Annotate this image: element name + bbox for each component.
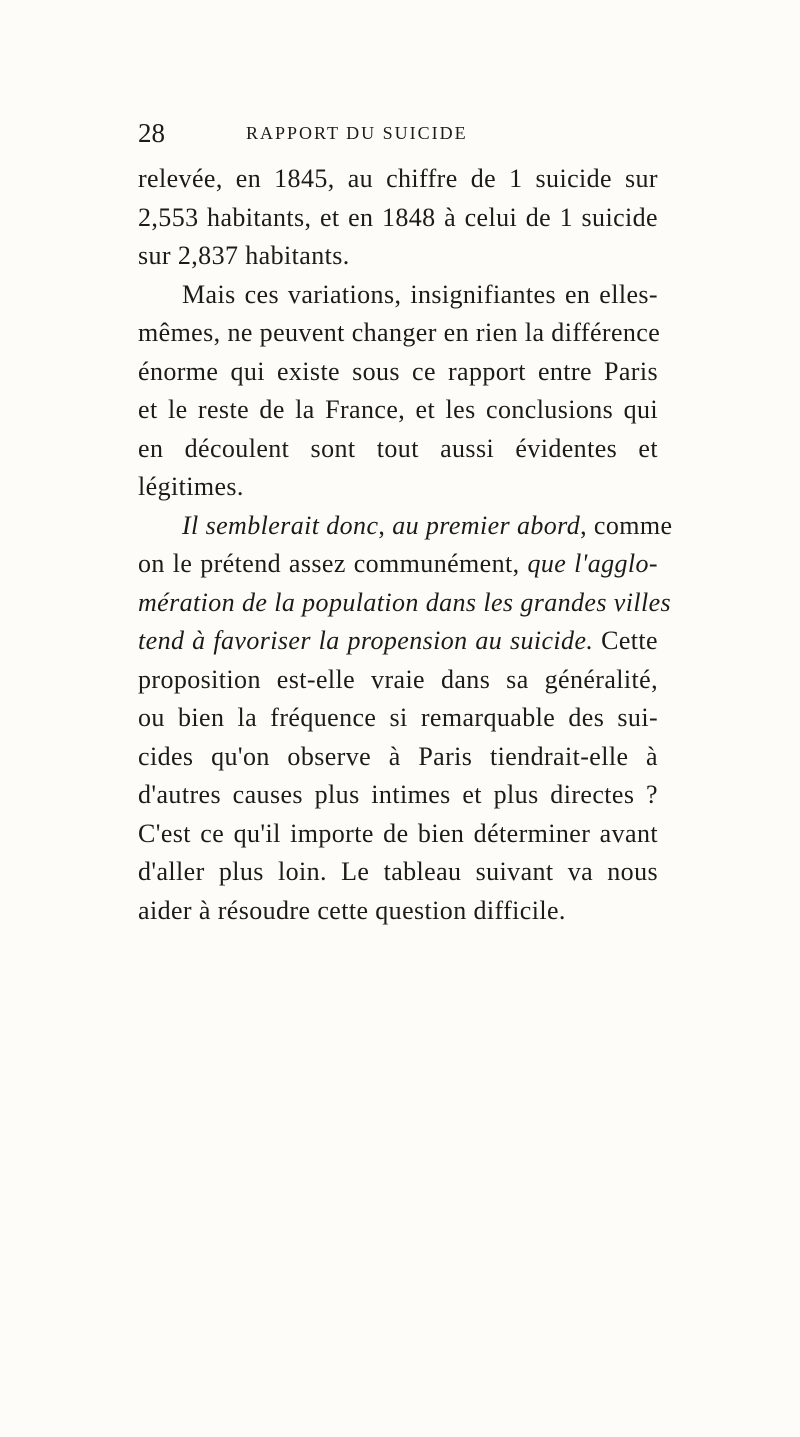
- text-line: proposition est-elle vraie dans sa généralité,: [138, 664, 658, 694]
- text-line: en découlent sont tout aussi évidentes et: [138, 433, 658, 463]
- text-line: d'aller plus loin. Le tableau suivant va nous: [138, 857, 658, 886]
- text-line-italic-mixed: [138, 622, 658, 661]
- text-line: cides qu'on observe à Paris tiendrait-elle à: [138, 741, 658, 771]
- roman-phrase: , comme: [580, 510, 673, 540]
- text-line: mêmes, ne peuvent changer en rien la différence: [138, 318, 661, 347]
- running-head: [138, 118, 658, 154]
- text-line-italic-mixed: [138, 545, 658, 584]
- text-line: relevée, en 1845, au chiffre de 1 suicide sur: [138, 164, 658, 193]
- roman-phrase: on le prétend assez communément,: [138, 549, 528, 578]
- page-number: 28: [138, 118, 165, 148]
- text-line-italic: mération de la population dans les grandes villes: [138, 587, 672, 617]
- text-line: Mais ces variations, insignifiantes en elles-: [182, 279, 658, 309]
- running-title: RAPPORT DU SUICIDE: [246, 123, 468, 143]
- text-line: ou bien la fréquence si remarquable des sui-: [138, 703, 658, 732]
- body-text: [138, 160, 673, 930]
- text-line: sur 2,837 habitants.: [138, 241, 350, 270]
- text-line-italic-mixed: [138, 507, 673, 546]
- text-line: et le reste de la France, et les conclusions qui: [138, 395, 658, 424]
- roman-phrase: ,: [378, 510, 393, 540]
- italic-phrase: tend à favoriser la propension au suicide.: [138, 626, 594, 655]
- text-line: aider à résoudre cette question difficile.: [138, 895, 566, 925]
- text-line: légitimes.: [138, 472, 244, 501]
- italic-phrase: au premier abord: [392, 510, 581, 540]
- text-line: énorme qui existe sous ce rapport entre Paris: [138, 356, 658, 386]
- italic-phrase: que l'agglo-: [527, 549, 658, 578]
- text-line: C'est ce qu'il importe de bien déterminer avant: [138, 818, 658, 848]
- text-line: d'autres causes plus intimes et plus directes ?: [138, 780, 658, 809]
- italic-phrase: Il semblerait donc: [182, 510, 379, 540]
- text-line: 2,553 habitants, et en 1848 à celui de 1 suicide: [138, 202, 658, 232]
- roman-phrase: Cette: [593, 626, 658, 655]
